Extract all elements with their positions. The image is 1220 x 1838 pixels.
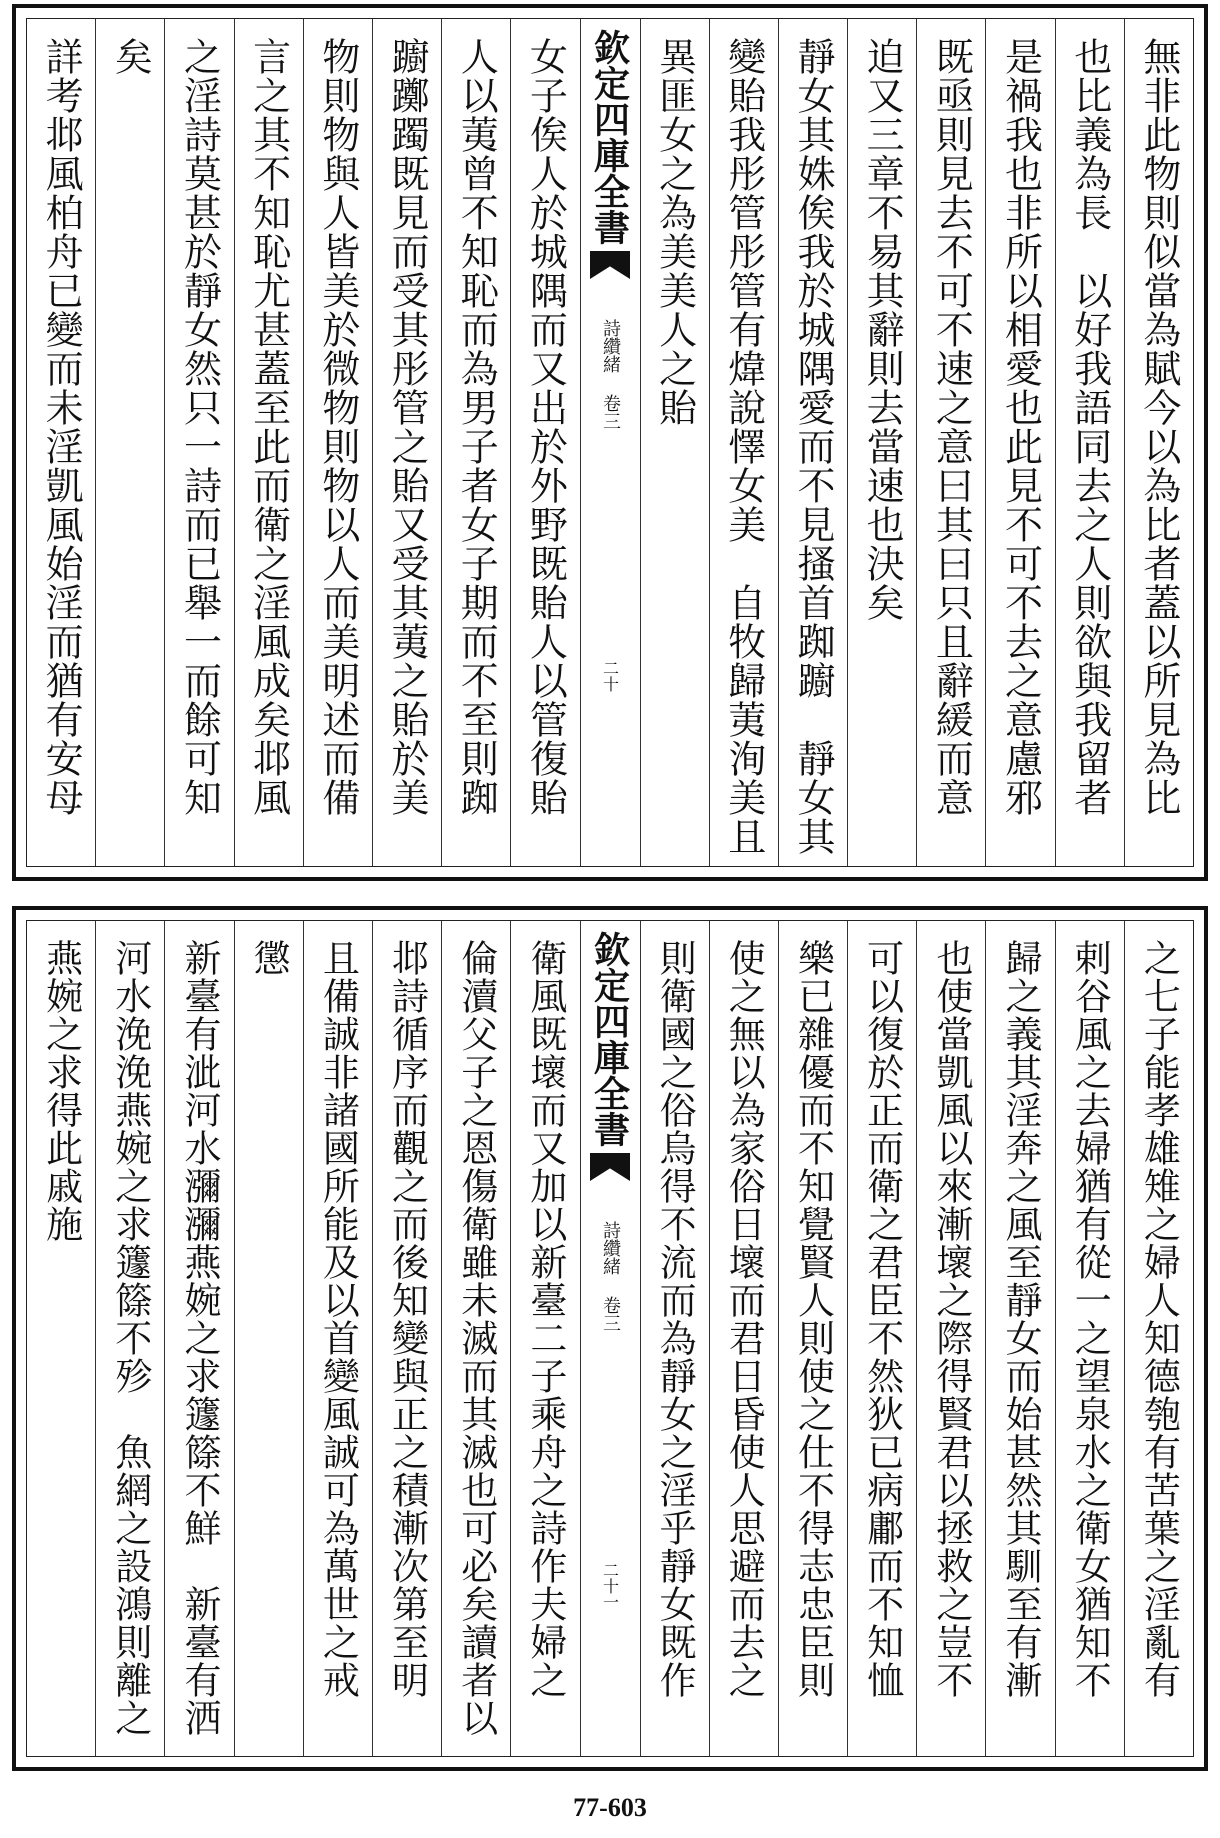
text-column: 詳考邶風柏舟已變而未淫凱風始淫而猶有安母 <box>39 37 84 817</box>
text-column: 則衛國之俗烏得不流而為靜女之淫乎靜女既作 <box>640 921 709 1756</box>
text-column: 既亟則見去不可不速之意曰其曰只且辭緩而意 <box>916 19 985 866</box>
text-column: 是禍我也非所以相愛也此見不可不去之意慮邪 <box>985 19 1054 866</box>
text-column: 新臺有泚河水瀰瀰燕婉之求籧篨不鮮 新臺有洒 <box>164 921 233 1756</box>
text-column: 言之其不知恥尤甚蓋至此而衛之淫風成矣邶風 <box>234 19 303 866</box>
text-column: 之七子能孝雄雉之婦人知德匏有苦葉之淫亂有 <box>1124 921 1193 1756</box>
footer-page-number: 77-603 <box>573 1793 647 1822</box>
text-column: 迫又三章不易其辭則去當速也決矣 <box>847 19 916 866</box>
text-frame <box>26 920 1194 1757</box>
text-column: 變貽我彤管彤管有煒說懌女美 自牧歸荑洵美且 <box>709 19 778 866</box>
series-title: 欽定四庫全書 <box>588 931 631 1147</box>
text-column: 且備誠非諸國所能及以首變風誠可為萬世之戒 <box>303 921 372 1756</box>
text-column: 躕躑躅既見而受其彤管之貽又受其荑之貽於美 <box>372 19 441 866</box>
text-column: 之淫詩莫甚於靜女然只一詩而已舉一而餘可知 <box>164 19 233 866</box>
book-title: 詩纘緒 卷三 <box>600 1221 621 1332</box>
book-title: 詩纘緒 卷三 <box>600 319 621 430</box>
text-column: 也使當凱風以來漸壞之際得賢君以拯救之豈不 <box>916 921 985 1756</box>
text-column: 燕婉之求得此戚施 <box>39 939 83 1243</box>
text-column: 也比義為長 以好我語同去之人則欲與我留者 <box>1055 19 1124 866</box>
text-column: 邶詩循序而觀之而後知變與正之積漸次第至明 <box>372 921 441 1756</box>
fishtail-mark <box>590 251 630 279</box>
text-column: 異匪女之為美美人之貽 <box>640 19 709 866</box>
text-column: 靜女其姝俟我於城隅愛而不見搔首踟躕 靜女其 <box>778 19 847 866</box>
text-column: 歸之義其淫奔之風至靜女而始甚然其馴至有漸 <box>985 921 1054 1756</box>
fishtail-mark <box>590 1153 630 1181</box>
page-bottom <box>12 906 1208 1771</box>
page-top <box>12 4 1208 881</box>
text-column: 樂已雜優而不知覺賢人則使之仕不得志忠臣則 <box>778 921 847 1756</box>
text-column: 倫瀆父子之恩傷衛雖未滅而其滅也可必矣讀者以 <box>441 921 510 1756</box>
page-number: 二十 <box>600 660 620 692</box>
text-column: 使之無以為家俗日壞而君日昏使人思避而去之 <box>709 921 778 1756</box>
page-number: 二十一 <box>600 1562 620 1610</box>
center-fold <box>580 19 640 866</box>
text-column: 衛風既壞而又加以新臺二子乘舟之詩作夫婦之 <box>510 921 579 1756</box>
text-column: 河水浼浼燕婉之求籧篨不殄 魚網之設鴻則離之 <box>95 921 164 1756</box>
text-column: 懲 <box>234 921 303 1756</box>
center-fold <box>580 921 640 1756</box>
text-column: 可以復於正而衛之君臣不然狄已病鄘而不知恤 <box>847 921 916 1756</box>
text-frame <box>26 18 1194 867</box>
text-column: 剌谷風之去婦猶有從一之望泉水之衛女猶知不 <box>1055 921 1124 1756</box>
series-title: 欽定四庫全書 <box>588 29 631 245</box>
text-column: 無非此物則似當為賦今以為比者蓋以所見為比 <box>1124 19 1193 866</box>
text-column: 矣 <box>95 19 164 866</box>
text-column: 女子俟人於城隅而又出於外野既貽人以管復貽 <box>510 19 579 866</box>
text-column: 人以荑曾不知恥而為男子者女子期而不至則踟 <box>441 19 510 866</box>
text-column: 物則物與人皆美於微物則物以人而美明述而備 <box>303 19 372 866</box>
